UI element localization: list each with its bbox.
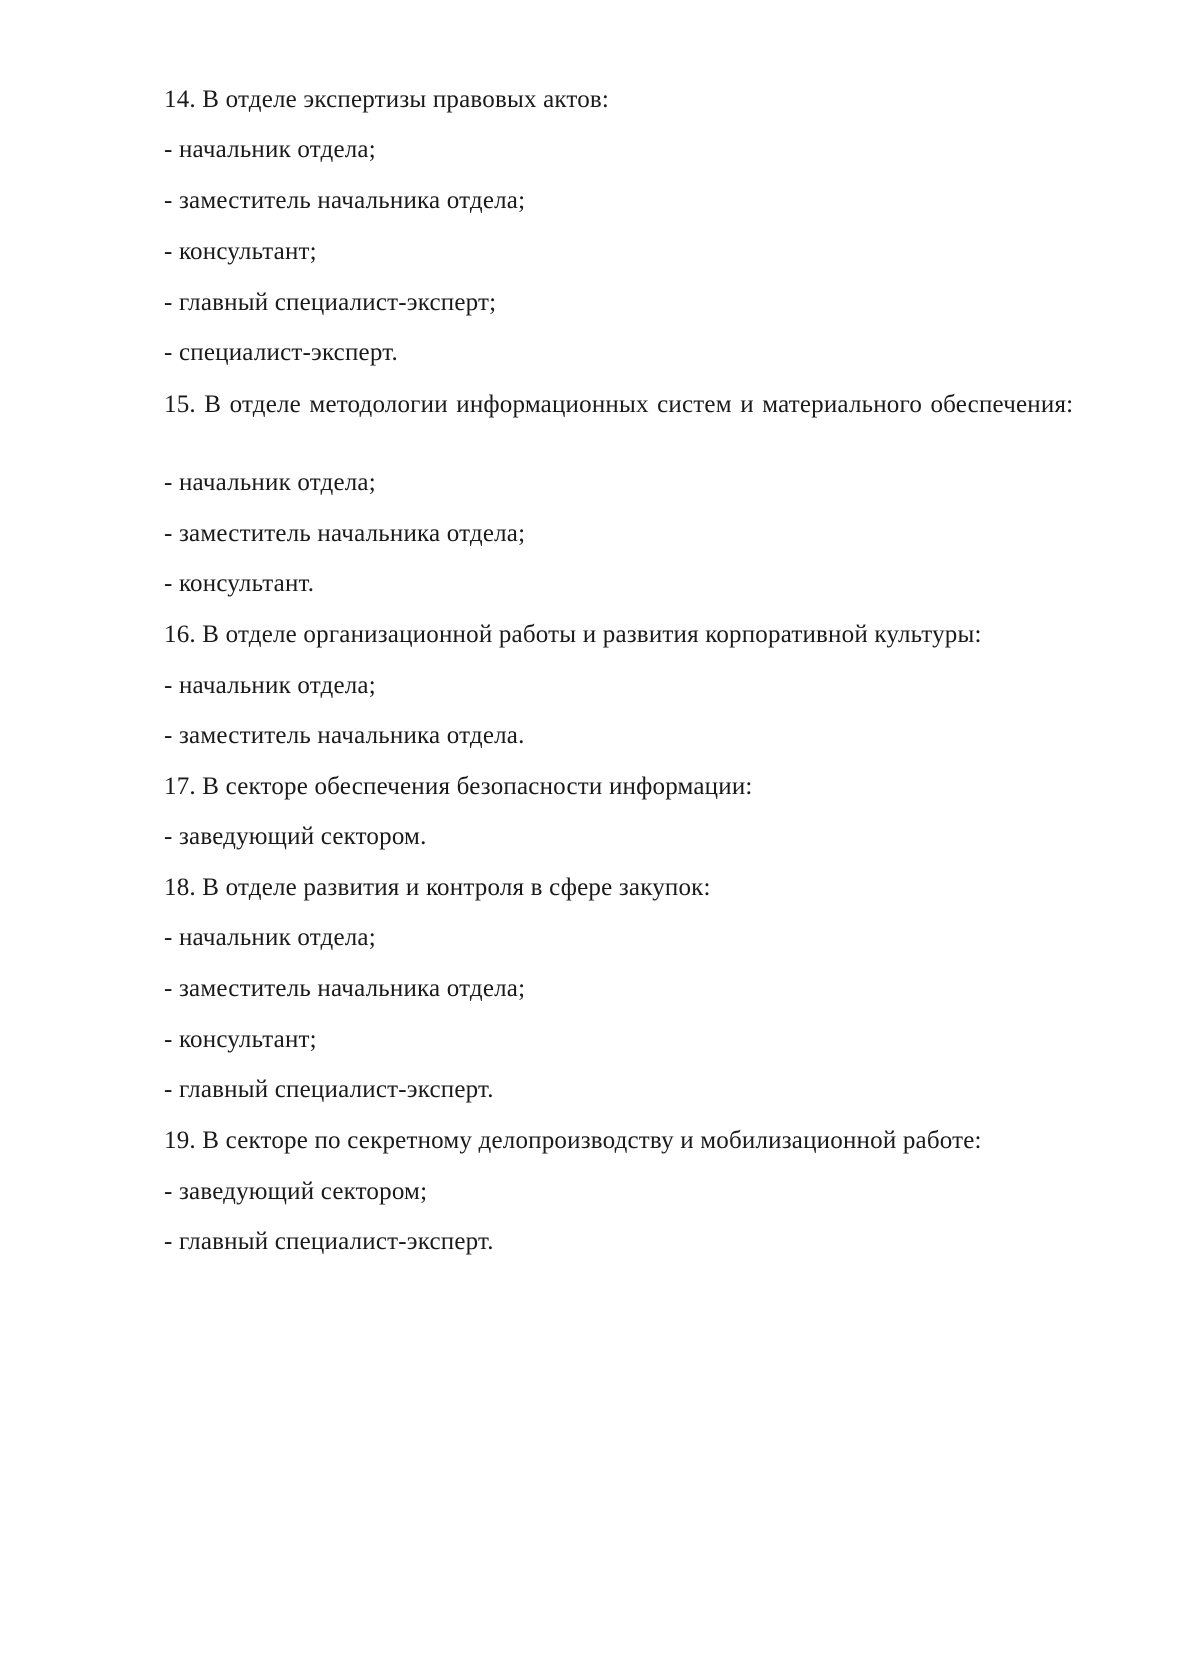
section-19-item: - главный специалист-эксперт. [164, 1228, 494, 1255]
section-14-heading: 14. В отделе экспертизы правовых актов: [164, 86, 610, 113]
section-14-item: - главный специалист-эксперт; [164, 289, 497, 316]
section-15-item: - консультант. [164, 570, 315, 597]
section-18-item: - заместитель начальника отдела; [164, 975, 526, 1002]
section-16-item: - начальник отдела; [164, 672, 376, 699]
section-15-item: - начальник отдела; [164, 469, 376, 496]
section-14-item: - специалист-эксперт. [164, 339, 398, 366]
section-14-item: - начальник отдела; [164, 136, 376, 163]
section-14-item: - консультант; [164, 238, 317, 265]
section-15-heading: 15. В отделе методологии информационных систем и материального обеспечения: [164, 391, 1074, 418]
section-15-item: - заместитель начальника отдела; [164, 520, 526, 547]
section-16-heading: 16. В отделе организационной работы и развития корпоративной культуры: [164, 621, 982, 648]
section-16-item: - заместитель начальника отдела. [164, 722, 525, 749]
section-17-heading: 17. В секторе обеспечения безопасности информации: [164, 773, 753, 800]
section-18-item: - начальник отдела; [164, 924, 376, 951]
section-19-heading: 19. В секторе по секретному делопроизводству и мобилизационной работе: [164, 1127, 982, 1154]
section-17-item: - заведующий сектором. [164, 823, 427, 850]
section-18-item: - главный специалист-эксперт. [164, 1076, 494, 1103]
section-18-heading: 18. В отделе развития и контроля в сфере закупок: [164, 874, 711, 901]
section-14-item: - заместитель начальника отдела; [164, 187, 526, 214]
section-19-item: - заведующий сектором; [164, 1178, 428, 1205]
section-18-item: - консультант; [164, 1026, 317, 1053]
